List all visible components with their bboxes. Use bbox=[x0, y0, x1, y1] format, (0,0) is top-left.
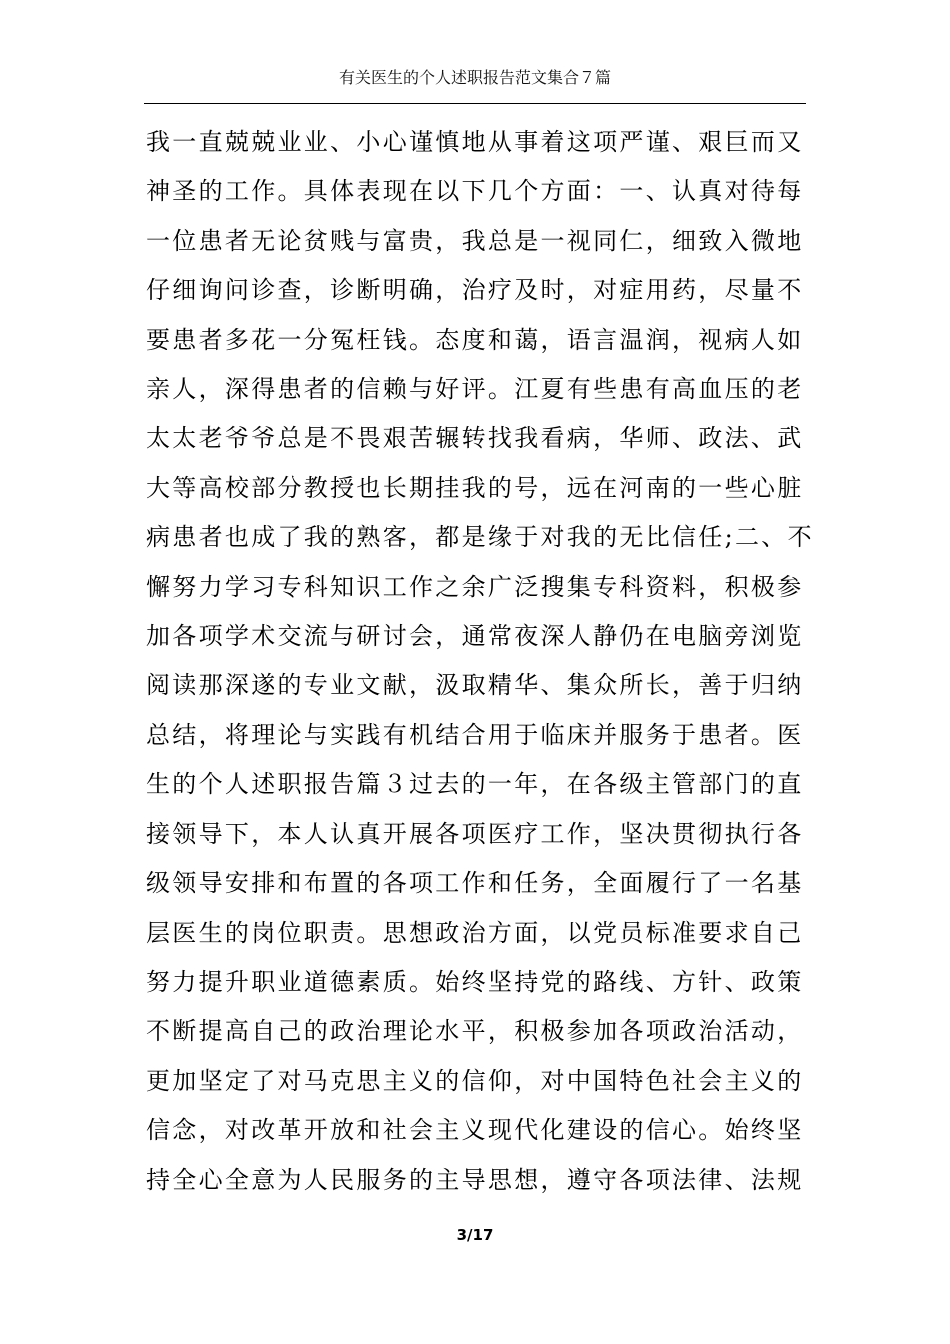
body-line: 总结，将理论与实践有机结合用于临床并服务于患者。医 bbox=[146, 720, 804, 749]
body-line: 努力提升职业道德素质。始终坚持党的路线、方针、政策 bbox=[146, 967, 804, 996]
body-line: 神圣的工作。具体表现在以下几个方面：一、认真对待每 bbox=[146, 177, 804, 206]
body-line: 太太老爷爷总是不畏艰苦辗转找我看病，华师、政法、武 bbox=[146, 424, 804, 453]
body-line: 持全心全意为人民服务的主导思想，遵守各项法律、法规 bbox=[146, 1165, 804, 1194]
running-header: 有关医生的个人述职报告范文集合７篇 bbox=[338, 68, 611, 87]
body-line: 阅读那深遂的专业文献，汲取精华、集众所长，善于归纳 bbox=[146, 671, 804, 700]
body-line: 级领导安排和布置的各项工作和任务，全面履行了一名基 bbox=[146, 869, 804, 898]
body-line: 加各项学术交流与研讨会，通常夜深人静仍在电脑旁浏览 bbox=[146, 622, 804, 651]
header-rule bbox=[144, 103, 806, 104]
body-line: 层医生的岗位职责。思想政治方面，以党员标准要求自己 bbox=[146, 918, 804, 947]
body-line: 接领导下，本人认真开展各项医疗工作，坚决贯彻执行各 bbox=[146, 819, 804, 848]
body-text bbox=[146, 118, 814, 1205]
body-line: 懈努力学习专科知识工作之余广泛搜集专科资料，积极参 bbox=[146, 572, 804, 601]
body-line: 仔细询问诊查，诊断明确，治疗及时，对症用药，尽量不 bbox=[146, 276, 804, 305]
body-line: 要患者多花一分冤枉钱。态度和蔼，语言温润，视病人如 bbox=[146, 325, 804, 354]
body-line: 我一直兢兢业业、小心谨慎地从事着这项严谨、艰巨而又 bbox=[146, 128, 804, 156]
body-line: 大等高校部分教授也长期挂我的号，远在河南的一些心脏 bbox=[146, 473, 804, 502]
body-line: 生的个人述职报告篇３过去的一年，在各级主管部门的直 bbox=[146, 770, 804, 799]
body-line: 不断提高自己的政治理论水平，积极参加各项政治活动， bbox=[146, 1017, 804, 1046]
body-line: 更加坚定了对马克思主义的信仰，对中国特色社会主义的 bbox=[146, 1066, 804, 1095]
body-line: 病患者也成了我的熟客，都是缘于对我的无比信任;二、不 bbox=[146, 523, 814, 552]
body-line: 一位患者无论贫贱与富贵，我总是一视同仁，细致入微地 bbox=[146, 226, 804, 255]
page-number: 3/17 bbox=[456, 1226, 494, 1244]
body-line: 亲人，深得患者的信赖与好评。江夏有些患有高血压的老 bbox=[146, 375, 804, 404]
body-line: 信念，对改革开放和社会主义现代化建设的信心。始终坚 bbox=[146, 1116, 804, 1145]
